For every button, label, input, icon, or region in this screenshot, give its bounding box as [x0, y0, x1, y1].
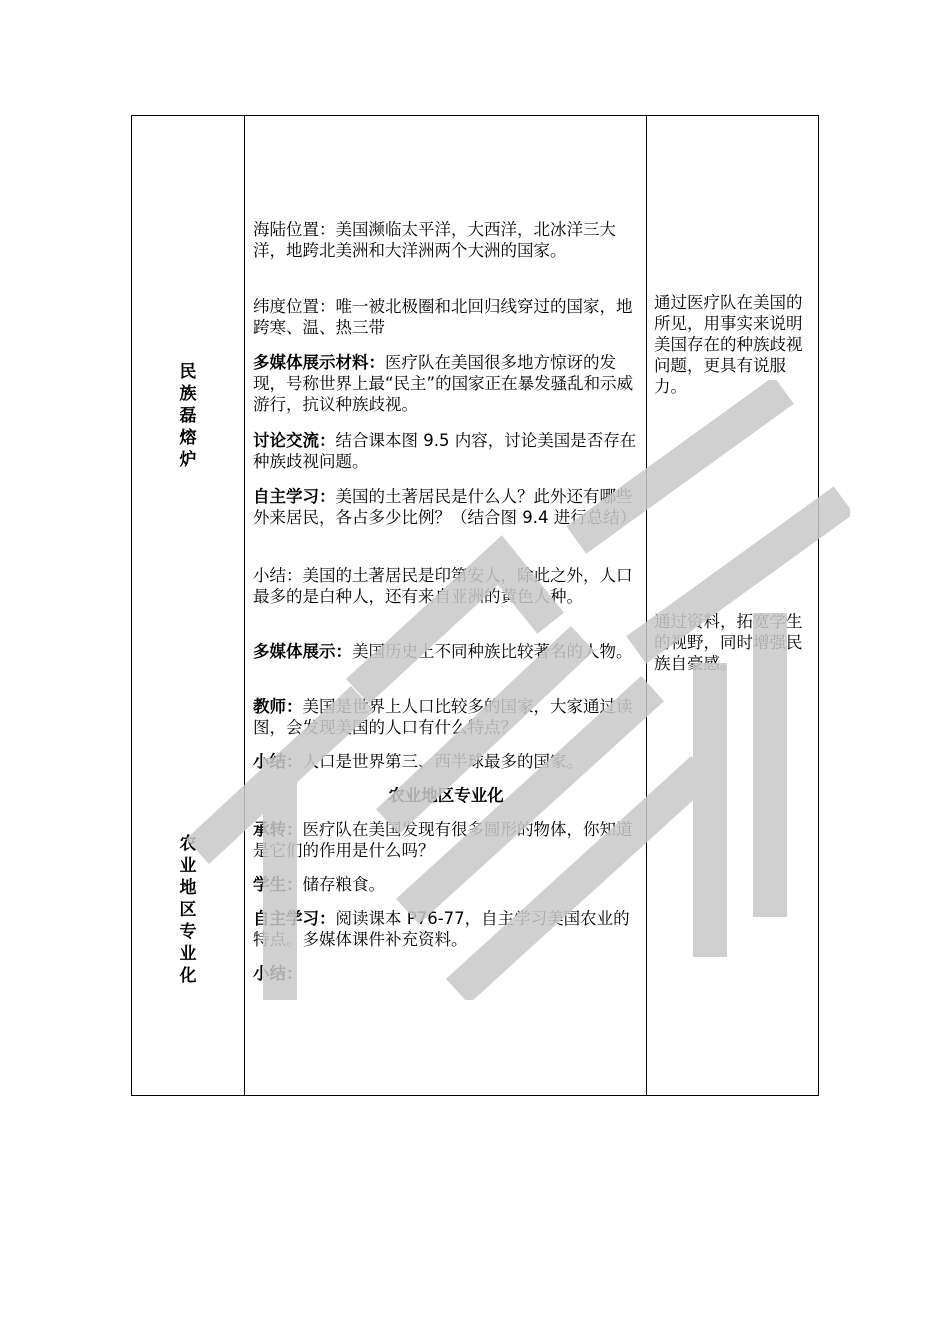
paragraph-summary-agriculture: 小结： — [253, 964, 303, 983]
paragraph-multimedia-figures: 多媒体展示：美国历史上不同种族比较著名的人物。 — [253, 642, 633, 661]
paragraph-transition: 承转：医疗队在美国发现有很多圆形的物体，你知道是它们的作用是什么吗？ — [253, 820, 633, 860]
paragraph-summary-population: 小结：人口是世界第三、西半球最多的国家。 — [253, 752, 583, 771]
paragraph-self-study: 自主学习：美国的土著居民是什么人？此外还有哪些外来居民，各占多少比例？（结合图 9.4 进行总结） — [253, 487, 637, 527]
section-label-text: 农业地区专业化 — [179, 834, 197, 986]
design-note-materials: 通过资料，拓宽学生的视野，同时增强民族自豪感。 — [654, 612, 803, 673]
paragraph-latitude-position: 纬度位置：唯一被北极圈和北回归线穿过的国家，地跨寒、温、热三带 — [253, 297, 633, 337]
paragraph-student: 学生：储存粮食。 — [253, 875, 385, 894]
paragraph-summary-residents: 小结：美国的土著居民是印第安人，除此之外，人口最多的是白种人，还有来自亚洲的黄色人种。 — [253, 566, 633, 606]
section-label-ethnic-melting-pot — [132, 361, 244, 471]
section-label-agriculture — [132, 833, 244, 987]
paragraph-discussion: 讨论交流：结合课本图 9.5 内容，讨论美国是否存在种族歧视问题。 — [253, 431, 637, 471]
paragraph-self-study-agriculture: 自主学习：阅读课本 P76-77，自主学习美国农业的特点。多媒体课件补充资料。 — [253, 909, 630, 949]
column-divider-left — [244, 116, 245, 1095]
paragraph-teacher: 教师：美国是世界上人口比较多的国家，大家通过读图，会发现美国的人口有什么特点？ — [253, 697, 633, 737]
agriculture-heading: 农业地区专业化 — [388, 786, 504, 805]
paragraph-sea-land-position: 海陆位置：美国濒临太平洋，大西洋，北冰洋三大洋，地跨北美洲和大洋洲两个大洲的国家。 — [253, 220, 616, 260]
column-divider-right — [646, 116, 647, 1095]
paragraph-multimedia-material: 多媒体展示材料：医疗队在美国很多地方惊讶的发现，号称世界上最“民主”的国家正在暴发骚乱和示威游行，抗议种族歧视。 — [253, 353, 634, 414]
design-note-medical-team: 通过医疗队在美国的所见，用事实来说明美国存在的种族歧视问题，更具有说服力。 — [654, 293, 803, 396]
section-label-text: 民族磊熔炉 — [179, 362, 197, 470]
